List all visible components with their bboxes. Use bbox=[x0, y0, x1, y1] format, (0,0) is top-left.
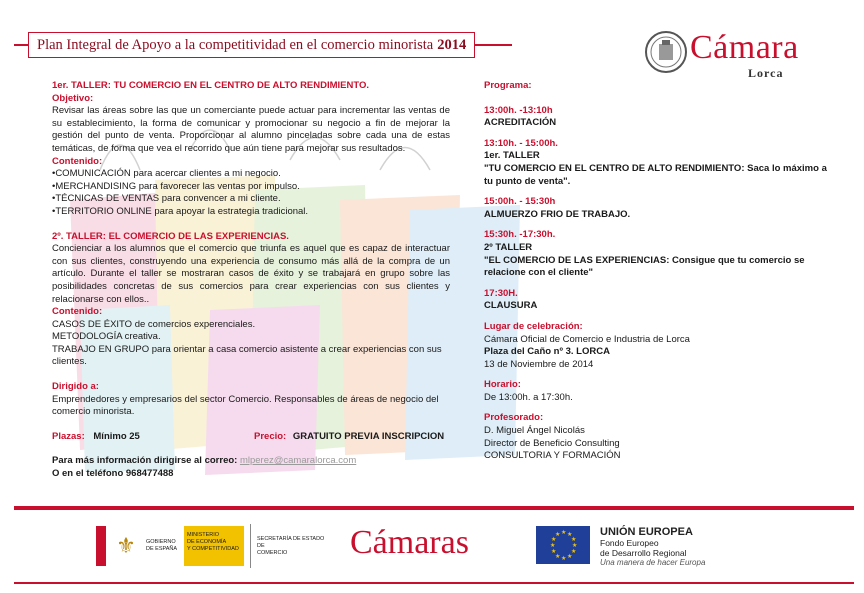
gobierno-logo bbox=[96, 524, 246, 568]
svg-text:★: ★ bbox=[551, 548, 557, 555]
min-line: Y COMPETITIVIDAD bbox=[187, 546, 239, 552]
min-line: MINISTERIO bbox=[187, 532, 220, 538]
header-title: Plan Integral de Apoyo a la competitividad en el comercio minorista bbox=[37, 36, 434, 53]
svg-text:★: ★ bbox=[561, 555, 567, 562]
flag-stripe-icon bbox=[96, 526, 106, 566]
camara-lorca-logo bbox=[690, 28, 840, 78]
taller2-title: 2º. TALLER: EL COMERCIO DE LAS EXPERIENCIAS. bbox=[52, 230, 289, 242]
dirigido-text: Emprendedores y empresarios del sector Comercio. Responsables de áreas de negocio del comercio minorista. bbox=[52, 393, 439, 418]
session-text: "TU COMERCIO EN EL CENTRO DE ALTO RENDIMIENTO: Saca lo máximo a tu punto de venta". bbox=[484, 162, 827, 187]
svg-text:★: ★ bbox=[571, 536, 577, 543]
profesorado-label: Profesorado: bbox=[484, 412, 544, 424]
camara-logo-word: Cámara bbox=[690, 29, 799, 66]
secretaria-logo bbox=[250, 524, 347, 568]
info-phone: O en el teléfono 968477488 bbox=[52, 468, 174, 480]
email-link[interactable]: mlperez@camaralorca.com bbox=[239, 455, 357, 467]
coat-of-arms-icon: ⚜ bbox=[116, 533, 136, 558]
min-line: DE ECONOMÍA bbox=[187, 539, 227, 545]
taller2-item: CASOS DE ÉXITO de comercios experenciales. bbox=[52, 318, 256, 330]
precio-label: Precio: bbox=[254, 430, 287, 442]
plazas-label: Plazas: bbox=[52, 430, 85, 442]
camaras-logo bbox=[350, 518, 520, 568]
info-text: Para más información dirigirse al correo: bbox=[52, 455, 238, 467]
svg-text:★: ★ bbox=[561, 529, 567, 536]
taller1-item: •COMUNICACIÓN para acercar clientes a mi negocio. bbox=[52, 168, 281, 180]
sec-line: COMERCIO bbox=[257, 549, 288, 556]
sec-line: SECRETARÍA DE ESTADO bbox=[257, 535, 325, 542]
taller2-text: Concienciar a los alumnos que el comercio que triunfa es aquel que es capaz de interactuar con sus clientes, construyendo una experiencia de consumo más allá de la compra de un artículo. Durante el taller se mostraran casos de éxito y se trabajará en grupo sobre las posibilidades concretas de sus comercios para crear experiencias con sus clientes y relacionarse con ellos.. bbox=[52, 243, 450, 305]
camara-logo-city: Lorca bbox=[748, 66, 784, 80]
precio-value: GRATUITO PREVIA INSCRIPCION bbox=[292, 430, 445, 442]
dirigido-label: Dirigido a: bbox=[52, 381, 99, 393]
gob-line: GOBIERNO bbox=[146, 539, 176, 545]
lugar-label: Lugar de celebración: bbox=[484, 320, 583, 332]
taller2-item: METODOLOGÍA creativa. bbox=[52, 331, 161, 343]
svg-text:★: ★ bbox=[555, 553, 561, 560]
programa-label: Programa: bbox=[484, 80, 532, 91]
session-text: ALMUERZO FRIO DE TRABAJO. bbox=[484, 208, 631, 220]
taller1-title: 1er. TALLER: TU COMERCIO EN EL CENTRO DE ALTO RENDIMIENTO. bbox=[52, 80, 370, 91]
session-time: 13:00h. -13:10h bbox=[484, 104, 553, 116]
lugar-line: Cámara Oficial de Comercio e Industria de Lorca bbox=[484, 333, 690, 345]
eu-flag-icon bbox=[536, 526, 590, 564]
taller1-objective-label: Objetivo: bbox=[52, 92, 94, 104]
session-text: 2º TALLER bbox=[484, 241, 533, 253]
svg-text:★: ★ bbox=[571, 548, 577, 555]
session-text: CLAUSURA bbox=[484, 300, 538, 312]
eu-text-block bbox=[600, 526, 760, 567]
plazas-value: Mínimo 25 bbox=[93, 430, 140, 442]
svg-text:★: ★ bbox=[550, 542, 556, 549]
svg-text:★: ★ bbox=[567, 531, 573, 538]
eu-fund-line: de Desarrollo Regional bbox=[600, 548, 687, 558]
lugar-line: 13 de Noviembre de 2014 bbox=[484, 358, 594, 370]
taller1-content-label: Contenido: bbox=[52, 155, 103, 167]
gob-line: DE ESPAÑA bbox=[146, 546, 178, 552]
taller2-item: TRABAJO EN GRUPO para orientar a casa comercio asistente a crear experiencias con sus clientes. bbox=[52, 343, 442, 368]
svg-text:★: ★ bbox=[572, 542, 578, 549]
horario-label: Horario: bbox=[484, 379, 521, 391]
right-column bbox=[484, 80, 834, 463]
session-text: ACREDITACIÓN bbox=[484, 117, 557, 129]
eu-fund-line: Fondo Europeo bbox=[600, 538, 659, 548]
profesorado-line: Director de Beneficio Consulting bbox=[484, 437, 620, 449]
taller1-objective-text: Revisar las áreas sobre las que un comerciante puede actuar para incrementar las ventas de su establecimiento, la forma de comunicar y promocionar su negocio a fin de mejorar la gestión del punto de venta. Proporcionar al alumno pinceladas sobre cada una de estas temáticas, de forma que vea el recorrido que aún tiene para mejorar sus resultados. bbox=[52, 105, 450, 154]
session-time: 15:30h. -17:30h. bbox=[484, 229, 556, 241]
left-column bbox=[52, 80, 450, 481]
eu-title: UNIÓN EUROPEA bbox=[600, 526, 693, 538]
horario-text: De 13:00h. a 17:30h. bbox=[484, 391, 573, 403]
taller1-item: •MERCHANDISING para favorecer las ventas por impulso. bbox=[52, 180, 300, 192]
session-text: 1er. TALLER bbox=[484, 150, 540, 162]
eu-motto: Una manera de hacer Europa bbox=[600, 558, 706, 567]
taller2-content-label: Contenido: bbox=[52, 306, 103, 318]
svg-text:★: ★ bbox=[567, 553, 573, 560]
lugar-line: Plaza del Caño nº 3. LORCA bbox=[484, 346, 610, 358]
footer-rule bbox=[14, 506, 854, 510]
profesorado-line: D. Miguel Ángel Nicolás bbox=[484, 425, 585, 437]
svg-text:★: ★ bbox=[555, 531, 561, 538]
svg-text:★: ★ bbox=[551, 536, 557, 543]
session-time: 15:00h. - 15:30h bbox=[484, 196, 556, 208]
sec-line: DE bbox=[257, 542, 265, 549]
session-time: 17:30H. bbox=[484, 287, 518, 299]
session-text: "EL COMERCIO DE LAS EXPERIENCIAS: Consigue que tu comercio se relacione con el cliente" bbox=[484, 254, 805, 279]
camaras-word: Cámaras bbox=[350, 524, 469, 561]
lorca-seal-icon bbox=[644, 30, 688, 74]
plazas-precio-row bbox=[52, 431, 450, 444]
header-banner bbox=[14, 32, 512, 58]
session-time: 13:10h. - 15:00h. bbox=[484, 137, 558, 149]
taller1-item: •TÉCNICAS DE VENTAS para convencer a mi cliente. bbox=[52, 193, 281, 205]
header-year: 2014 bbox=[437, 36, 467, 53]
taller1-item: •TERRITORIO ONLINE para apoyar la estrategia tradicional. bbox=[52, 205, 309, 217]
profesorado-line: CONSULTORIA Y FORMACIÓN bbox=[484, 450, 621, 462]
footer-bottom-rule bbox=[14, 582, 854, 584]
header-title-box bbox=[28, 32, 475, 58]
